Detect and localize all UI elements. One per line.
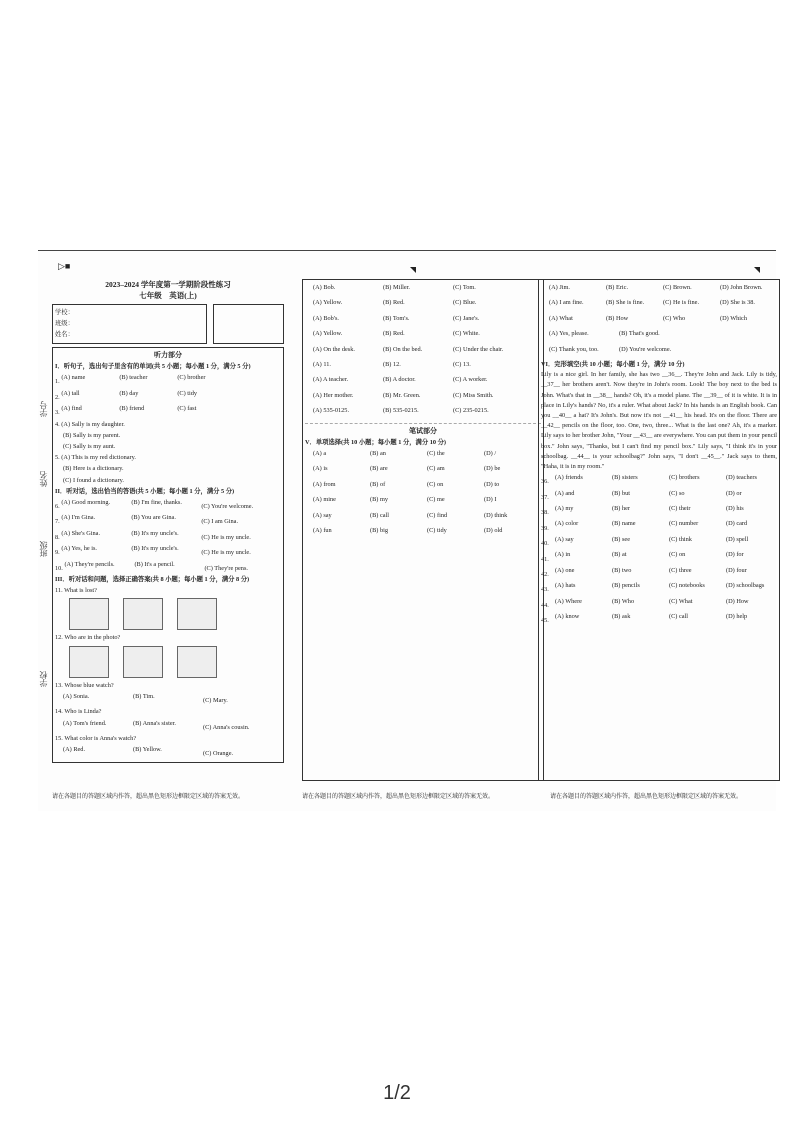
option-row xyxy=(305,405,541,420)
cloze-option-row xyxy=(541,580,777,595)
option: (D) be xyxy=(484,465,501,473)
option: (A) Yellow. xyxy=(313,299,343,307)
option: (C) their xyxy=(669,505,691,513)
option: (A) in xyxy=(555,551,571,559)
side-label: 学校 xyxy=(39,671,48,687)
option: (C) notebooks xyxy=(669,582,705,590)
corner-mark xyxy=(410,267,416,273)
option: (B) How xyxy=(606,314,629,322)
section-instruction: III．听对话和问题，选择正确答案(共 8 小题；每小题 1 分，满分 8 分) xyxy=(55,576,250,584)
option: (C) White. xyxy=(453,330,480,338)
cloze-option-row xyxy=(541,534,777,549)
option-row xyxy=(541,297,777,312)
option: (B) That's good. xyxy=(619,330,660,338)
option-row xyxy=(541,313,777,328)
section-instruction: I．听句子，选出句子里含有的单词(共 5 小题；每小题 1 分，满分 5 分) xyxy=(55,363,251,371)
option: (D) I xyxy=(484,496,497,504)
option-row xyxy=(305,374,541,389)
option: (C) think xyxy=(669,535,692,543)
option: (D) / xyxy=(484,450,497,458)
option: (D) teachers xyxy=(726,474,757,482)
option: (B) Eric. xyxy=(606,284,629,291)
cloze-option-row xyxy=(541,503,777,518)
option: (D) to xyxy=(484,480,500,488)
side-label: 班级 xyxy=(39,541,48,557)
option: (A) I am fine. xyxy=(549,299,584,307)
name-field[interactable]: 姓名： xyxy=(55,331,74,339)
column-2 xyxy=(302,279,544,781)
option: (C) What xyxy=(669,597,693,605)
cloze-option-row xyxy=(541,549,777,564)
option: (B) Red. xyxy=(383,330,405,338)
option: (A) color xyxy=(555,520,579,528)
option: (D) Which xyxy=(720,314,747,322)
option: (C) call xyxy=(669,612,689,620)
option: (A) one xyxy=(555,566,575,574)
footer-note: 请在各题目的答题区域内作答，超出黑色矩形边框限定区域的答案无效。 xyxy=(302,794,495,800)
question-number: 36. xyxy=(541,478,549,486)
option: (D) help xyxy=(726,612,748,620)
option: (C) tidy xyxy=(427,527,447,535)
question-row: 4. (A) Sally is my daughter. xyxy=(55,420,125,428)
question-row: 2. (A) tall (B) day (C) tidy xyxy=(55,389,198,402)
section-instruction: II．听对话，选出恰当的答语(共 5 小题；每小题 1 分，满分 5 分) xyxy=(55,487,235,495)
question-number: 45. xyxy=(541,617,549,625)
option: (B) sisters xyxy=(612,474,638,482)
option: (D) She is 38. xyxy=(720,299,755,307)
side-label: 姓名 xyxy=(39,471,48,487)
option: (D) his xyxy=(726,505,744,513)
option: (A) is xyxy=(313,465,328,473)
question-number: 43. xyxy=(541,586,549,594)
page-number: 1/2 xyxy=(383,1082,411,1104)
option: (A) A teacher. xyxy=(313,376,349,384)
option-row xyxy=(305,313,541,328)
option: (B) A doctor. xyxy=(383,376,416,384)
header-mark: ▷■ xyxy=(58,261,71,271)
option: (A) a xyxy=(313,450,327,458)
option: (A) my xyxy=(555,505,574,513)
option: (B) Sally is my parent. xyxy=(63,431,121,439)
question-row: 15. What color is Anna's watch? xyxy=(55,734,137,742)
cloze-options xyxy=(541,472,777,626)
option: (A) say xyxy=(555,535,574,543)
option: (C) three xyxy=(669,566,692,574)
column-1 xyxy=(52,279,284,763)
question-row: 9. (A) Yes, he is. (B) It's my uncle's.(C) He is my uncle. xyxy=(55,545,251,557)
option: (D) How xyxy=(726,597,749,605)
option: (D) think xyxy=(484,511,508,519)
written-heading: 笔试部分 xyxy=(409,426,437,435)
option: (B) Mr. Green. xyxy=(383,391,421,399)
option: (D) card xyxy=(726,520,748,528)
option: (D) old xyxy=(484,527,503,535)
cloze-option-row xyxy=(541,565,777,580)
option: (C) so xyxy=(669,489,685,497)
option: (B) ask xyxy=(612,612,631,620)
option-row xyxy=(305,494,541,509)
option: (C) am xyxy=(427,465,445,473)
option: (D) for xyxy=(726,551,744,559)
option: (D) schoolbags xyxy=(726,582,765,590)
question-row: 11. What is lost? xyxy=(55,587,97,595)
cloze-option-row xyxy=(541,488,777,503)
option: (B) On the bed. xyxy=(383,345,423,353)
option: (C) Who xyxy=(663,314,686,322)
option: (C) on xyxy=(669,551,686,559)
option: (C) A worker. xyxy=(453,376,488,384)
option: (C) 235-0215. xyxy=(453,407,489,415)
column-3 xyxy=(538,279,780,781)
info-block xyxy=(52,304,284,344)
picture-options xyxy=(69,598,281,630)
option: (A) hats xyxy=(555,582,576,590)
option-row xyxy=(305,344,541,359)
option: (B) her xyxy=(612,505,631,513)
question-row: 7. (A) I'm Gina. (B) You are Gina.(C) I am Gina. xyxy=(55,514,239,526)
corner-mark xyxy=(754,267,760,273)
option: (A) What xyxy=(549,314,573,322)
option: (A) Bob's. xyxy=(313,314,339,322)
option-row xyxy=(305,390,541,405)
option: (D) spell xyxy=(726,535,749,543)
question-number: 39. xyxy=(541,524,549,532)
score-box xyxy=(213,304,284,344)
option-row xyxy=(305,328,541,343)
option: (B) big xyxy=(370,527,389,535)
option: (C) Thank you, too. xyxy=(549,345,599,353)
option-row: (A) Tom's friend. (B) Anna's sister.(C) Anna's cousin. xyxy=(63,719,250,731)
option: (A) mine xyxy=(313,496,336,504)
cloze-option-row xyxy=(541,596,777,611)
option: (C) find xyxy=(427,511,448,519)
option: (C) the xyxy=(427,450,445,458)
option: (C) Jane's. xyxy=(453,314,480,322)
option: (B) Red. xyxy=(383,299,405,307)
question-row: 5. (A) This is my red dictionary. xyxy=(55,454,136,462)
question-row: 14. Who is Linda? xyxy=(55,708,102,716)
question-number: 37. xyxy=(541,493,549,501)
option: (A) Where xyxy=(555,597,582,605)
schoolbag-image xyxy=(69,598,109,630)
option-row xyxy=(305,448,541,463)
cloze-option-row xyxy=(541,611,777,626)
option: (A) 11. xyxy=(313,361,331,369)
exam-subtitle: 七年级 英语(上) xyxy=(139,291,197,300)
option: (B) call xyxy=(370,511,390,519)
multiple-choice-continued xyxy=(541,282,777,359)
option: (B) of xyxy=(370,480,386,488)
option: (A) Yellow. xyxy=(313,330,343,338)
option: (C) 13. xyxy=(453,361,471,369)
option: (B) Who xyxy=(612,597,635,605)
option-row xyxy=(305,525,541,540)
option: (C) Under the chair. xyxy=(453,345,504,353)
option: (B) Tom's. xyxy=(383,314,410,322)
side-label: 学号 xyxy=(39,401,48,417)
option: (C) on xyxy=(427,480,444,488)
option: (A) Yes, please. xyxy=(549,330,589,338)
option: (C) number xyxy=(669,520,699,528)
question-row: 1. (A) name (B) teacher (C) brother xyxy=(55,374,206,386)
section-heading: 听力部分 xyxy=(154,351,182,359)
question-row: 12. Who are in the photo? xyxy=(55,634,121,642)
question-number: 41. xyxy=(541,555,549,563)
option: (A) and xyxy=(555,489,575,497)
option: (A) know xyxy=(555,612,580,620)
option: (A) On the desk. xyxy=(313,345,355,353)
cloze-option-row xyxy=(541,518,777,533)
family-photo-image xyxy=(123,646,163,678)
option: (A) 535-0125. xyxy=(313,407,350,415)
option: (B) 12. xyxy=(383,361,401,369)
option: (B) see xyxy=(612,535,631,543)
listening-section xyxy=(52,347,284,763)
section-instruction: VI．完形填空(共 10 小题；每小题 1 分，满分 10 分) xyxy=(541,361,685,369)
section-instruction: V．单项选择(共 10 小题；每小题 1 分，满分 10 分) xyxy=(305,438,446,446)
option: (D) John Brown. xyxy=(720,284,763,291)
option: (C) me xyxy=(427,496,445,504)
school-field[interactable]: 学校： xyxy=(55,309,74,316)
option: (A) fun xyxy=(313,527,332,535)
option: (D) or xyxy=(726,489,742,497)
question-row: 8. (A) She's Gina. (B) It's my uncle's.(C) He is my uncle. xyxy=(55,529,251,542)
option: (B) an xyxy=(370,450,386,458)
option: (C) I found a dictionary. xyxy=(63,476,124,484)
question-row: 6. (A) Good morning. (B) I'm fine, thanks.(C) You're welcome. xyxy=(55,499,254,511)
option-row: (A) Red. (B) Yellow.(C) Orange. xyxy=(63,746,234,758)
question-number: 44. xyxy=(541,601,549,609)
option: (A) Jim. xyxy=(549,284,570,291)
question-row: 10. (A) They're pencils. (B) It's a pencil.(C) They're pens. xyxy=(55,560,248,572)
option: (B) at xyxy=(612,551,627,559)
option: (B) She is fine. xyxy=(606,299,645,307)
question-number: 38. xyxy=(541,509,549,517)
eraser-image xyxy=(177,598,217,630)
exam-sheet xyxy=(38,250,776,811)
option-row xyxy=(541,344,777,359)
option: (A) friends xyxy=(555,474,583,482)
option: (B) name xyxy=(612,520,636,528)
option-row xyxy=(541,282,777,297)
question-number: 40. xyxy=(541,540,549,548)
option: (A) Her mother. xyxy=(313,391,354,399)
footer-note: 请在各题目的答题区域内作答，超出黑色矩形边框限定区域的答案无效。 xyxy=(550,794,743,800)
option-row xyxy=(305,282,541,297)
class-field[interactable]: 班级： xyxy=(55,320,74,328)
option: (B) are xyxy=(370,465,388,473)
option: (A) from xyxy=(313,480,336,488)
option: (B) Miller. xyxy=(383,284,410,291)
question-number: 42. xyxy=(541,570,549,578)
footer-note: 请在各题目的答题区域内作答，超出黑色矩形边框限定区域的答案无效。 xyxy=(52,794,245,800)
option: (D) four xyxy=(726,566,747,574)
question-row: 3. (A) find (B) friend (C) fast xyxy=(55,405,197,417)
option: (B) my xyxy=(370,496,389,504)
option: (C) Blue. xyxy=(453,299,477,307)
option: (C) Sally is my aunt. xyxy=(63,443,116,451)
option-row: (A) Sonia. (B) Tim.(C) Mary. xyxy=(63,692,228,705)
option: (C) Tom. xyxy=(453,284,476,291)
pencil-box-image xyxy=(123,598,163,630)
couple-photo-image xyxy=(69,646,109,678)
option: (D) You're welcome. xyxy=(619,345,672,353)
option: (C) Brown. xyxy=(663,284,692,291)
cloze-passage: Lily is a nice girl. In her family, she has two __36__. They're John and Jack. Lily is tidy, __37__ her brothers aren't. Now they're in John's room. Look! The boy next to the bed is John. What's that in __38__ hands? Oh, it's a model plane. The __39__ of it is white. It is in place in Lily's hands? No, it's a ruler. What about Jack? In his hands is an English book. Can you __40__ a hat? It's John's. But now it's not __41__ his head. It's on the floor. There are __42__ pencils on the floor, too. One, two, three... What is the last one? Ah, it's a marker. Lily says to her brother John, "Your __43__ are everywhere. You can put them in your pencil box." John says, "Thanks, but I can't find my pencil box." Lily says, "I think it's in your schoolbag. __44__ is your schoolbag?" John says, "I don't __45__." Jack says to them, "Haha, it is in my room." xyxy=(541,371,777,471)
option-row xyxy=(305,297,541,312)
multiple-choice xyxy=(305,448,541,540)
option: (B) two xyxy=(612,566,632,574)
option-row xyxy=(305,479,541,494)
option: (B) but xyxy=(612,489,631,497)
exam-title: 2023–2024 学年度第一学期阶段性练习 xyxy=(105,280,231,289)
option-row xyxy=(305,510,541,525)
picture-options xyxy=(69,646,281,678)
option: (B) Here is a dictionary. xyxy=(63,465,124,473)
option: (C) brothers xyxy=(669,474,700,482)
option: (B) 535-0215. xyxy=(383,407,419,415)
cloze-option-row xyxy=(541,472,777,487)
option-row xyxy=(305,359,541,374)
option-row xyxy=(305,463,541,478)
option: (A) say xyxy=(313,511,332,519)
group-photo-image xyxy=(177,646,217,678)
option: (A) Bob. xyxy=(313,284,336,291)
option: (C) Miss Smith. xyxy=(453,391,494,399)
listening-continued xyxy=(305,282,541,421)
option: (B) pencils xyxy=(612,582,640,590)
option: (C) He is fine. xyxy=(663,299,700,307)
question-row: 13. Whose blue watch? xyxy=(55,681,114,689)
option-row xyxy=(541,328,777,343)
